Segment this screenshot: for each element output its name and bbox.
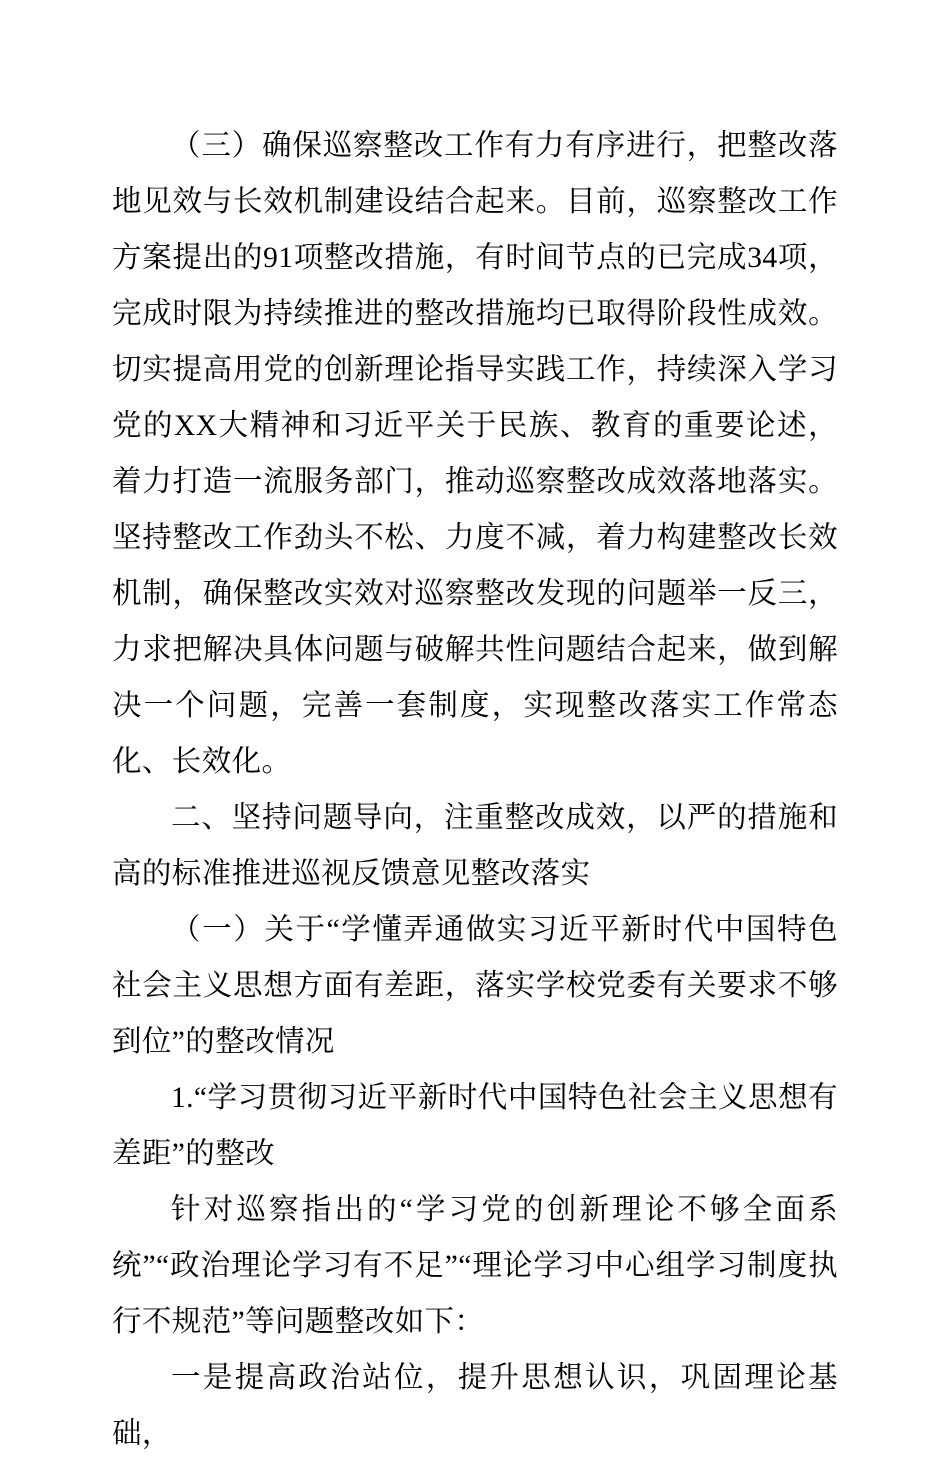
paragraph-section-1-3: （三）确保巡察整改工作有力有序进行，把整改落地见效与长效机制建设结合起来。目前，巡察整改工作方案提出的91项整改措施，有时间节点的已完成34项，完成时限为持续推进的整改措施均已取得阶段性成效。切实提高用党的创新理论指导实践工作，持续深入学习党的XX大精神和习近平关于民族、教育的重要论述，着力打造一流服务部门，推动巡察整改成效落地落实。坚持整改工作劲头不松、力度不减，着力构建整改长效机制，确保整改实效对巡察整改发现的问题举一反三，力求把解决具体问题与破解共性问题结合起来，做到解决一个问题，完善一套制度，实现整改落实工作常态化、长效化。	[112, 130, 838, 778]
paragraph-item-1-measure-1: 一是提高政治站位，提升思想认识，巩固理论基础，	[112, 1362, 838, 1450]
paragraph-item-1: 1.“学习贯彻习近平新时代中国特色社会主义思想有差距”的整改	[112, 1082, 838, 1170]
document-body	[112, 118, 838, 1462]
paragraph-section-2-1: （一）关于“学懂弄通做实习近平新时代中国特色社会主义思想方面有差距，落实学校党委有关要求不够到位”的整改情况	[112, 914, 838, 1058]
paragraph-section-2-heading: 二、坚持问题导向，注重整改成效，以严的措施和高的标准推进巡视反馈意见整改落实	[112, 802, 838, 890]
paragraph-item-1-detail: 针对巡察指出的“学习党的创新理论不够全面系统”“政治理论学习有不足”“理论学习中心组学习制度执行不规范”等问题整改如下：	[112, 1194, 838, 1338]
